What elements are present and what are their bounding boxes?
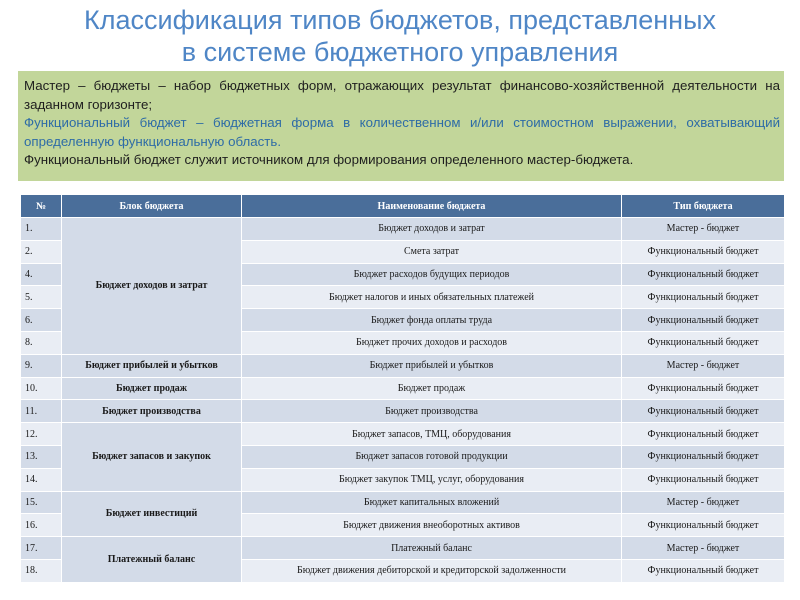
- budget-type: Функциональный бюджет: [622, 445, 785, 468]
- row-number: 10.: [21, 377, 62, 400]
- row-number: 11.: [21, 400, 62, 423]
- slide-title-line-2: в системе бюджетного управления: [181, 37, 619, 67]
- budget-block: Бюджет доходов и затрат: [62, 218, 242, 355]
- budget-type: Функциональный бюджет: [622, 286, 785, 309]
- row-number: 15.: [21, 491, 62, 514]
- budget-block: Бюджет продаж: [62, 377, 242, 400]
- budget-name: Бюджет движения дебиторской и кредиторской задолженности: [242, 559, 622, 582]
- budget-type: Мастер - бюджет: [622, 218, 785, 241]
- budget-block: Бюджет запасов и закупок: [62, 423, 242, 491]
- budget-classification-table: [20, 194, 785, 583]
- definitions-box: [18, 71, 784, 181]
- budget-type: Функциональный бюджет: [622, 240, 785, 263]
- table-header-row: [21, 195, 785, 218]
- budget-name: Бюджет фонда оплаты труда: [242, 309, 622, 332]
- row-number: 1.: [21, 218, 62, 241]
- budget-type: Функциональный бюджет: [622, 423, 785, 446]
- row-number: 4.: [21, 263, 62, 286]
- budget-name: Бюджет запасов готовой продукции: [242, 445, 622, 468]
- table-row: [21, 400, 785, 423]
- row-number: 5.: [21, 286, 62, 309]
- budget-block: Бюджет производства: [62, 400, 242, 423]
- row-number: 8.: [21, 331, 62, 354]
- budget-name: Бюджет доходов и затрат: [242, 218, 622, 241]
- budget-name: Бюджет закупок ТМЦ, услуг, оборудования: [242, 468, 622, 491]
- budget-name: Бюджет запасов, ТМЦ, оборудования: [242, 423, 622, 446]
- table-row: [21, 354, 785, 377]
- budget-type: Мастер - бюджет: [622, 354, 785, 377]
- budget-type: Функциональный бюджет: [622, 468, 785, 491]
- budget-type: Мастер - бюджет: [622, 537, 785, 560]
- master-budget-definition: Мастер – бюджеты – набор бюджетных форм, отражающих результат финансово-хозяйственной деятельности на заданном горизонте;: [24, 78, 780, 112]
- header-name: Наименование бюджета: [242, 195, 622, 218]
- header-block: Блок бюджета: [62, 195, 242, 218]
- row-number: 6.: [21, 309, 62, 332]
- row-number: 9.: [21, 354, 62, 377]
- budget-block: Бюджет прибылей и убытков: [62, 354, 242, 377]
- header-type: Тип бюджета: [622, 195, 785, 218]
- row-number: 13.: [21, 445, 62, 468]
- budget-name: Бюджет производства: [242, 400, 622, 423]
- budget-type: Функциональный бюджет: [622, 377, 785, 400]
- functional-budget-source-note: Функциональный бюджет служит источником для формирования определенного мастер-бюджета.: [24, 152, 634, 167]
- budget-name: Бюджет прибылей и убытков: [242, 354, 622, 377]
- budget-type: Мастер - бюджет: [622, 491, 785, 514]
- budget-name: Платежный баланс: [242, 537, 622, 560]
- row-number: 14.: [21, 468, 62, 491]
- table-row: [21, 537, 785, 560]
- functional-budget-definition: Функциональный бюджет – бюджетная форма в количественном и/или стоимостном выражении, охватывающий определенную функциональную область.: [24, 115, 780, 149]
- budget-type: Функциональный бюджет: [622, 309, 785, 332]
- row-number: 18.: [21, 559, 62, 582]
- budget-name: Бюджет расходов будущих периодов: [242, 263, 622, 286]
- row-number: 12.: [21, 423, 62, 446]
- table-row: [21, 491, 785, 514]
- row-number: 2.: [21, 240, 62, 263]
- row-number: 16.: [21, 514, 62, 537]
- budget-type: Функциональный бюджет: [622, 331, 785, 354]
- budget-block: Платежный баланс: [62, 537, 242, 583]
- budget-name: Бюджет капитальных вложений: [242, 491, 622, 514]
- budget-type: Функциональный бюджет: [622, 514, 785, 537]
- budget-name: Бюджет налогов и иных обязательных платежей: [242, 286, 622, 309]
- slide-title: [0, 4, 800, 68]
- table-row: [21, 423, 785, 446]
- budget-name: Бюджет прочих доходов и расходов: [242, 331, 622, 354]
- budget-name: Бюджет продаж: [242, 377, 622, 400]
- row-number: 17.: [21, 537, 62, 560]
- header-num: №: [21, 195, 62, 218]
- table-row: [21, 218, 785, 241]
- budget-name: Бюджет движения внеоборотных активов: [242, 514, 622, 537]
- table-row: [21, 377, 785, 400]
- budget-type: Функциональный бюджет: [622, 263, 785, 286]
- budget-type: Функциональный бюджет: [622, 559, 785, 582]
- slide-title-line-1: Классификация типов бюджетов, представленных: [84, 5, 716, 35]
- budget-name: Смета затрат: [242, 240, 622, 263]
- budget-type: Функциональный бюджет: [622, 400, 785, 423]
- budget-block: Бюджет инвестиций: [62, 491, 242, 537]
